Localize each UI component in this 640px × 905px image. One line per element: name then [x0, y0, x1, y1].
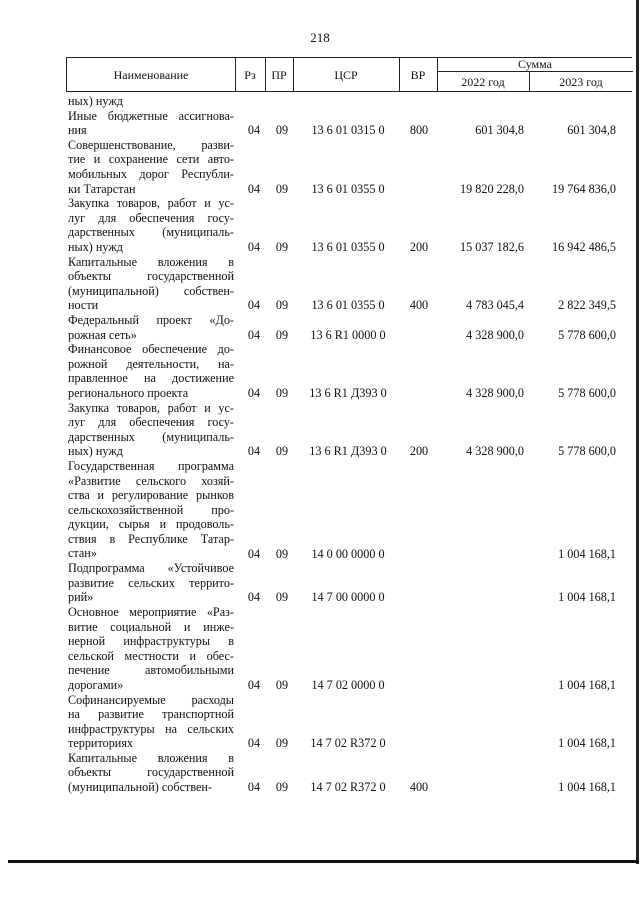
- row-pr: 09: [275, 736, 289, 751]
- row-sum-2023: 2 822 349,5: [558, 298, 616, 313]
- row-sum-2022: 19 820 228,0: [460, 181, 524, 196]
- row-name-line: луг для обеспечения госу-: [68, 210, 234, 225]
- table-row: [0, 196, 640, 254]
- table-row: [0, 138, 640, 196]
- row-csr: 14 7 00 0000 0: [311, 590, 385, 605]
- row-rz: 04: [247, 780, 261, 795]
- header-name: Наименование: [113, 68, 189, 82]
- row-name-line: ных) нужд: [68, 444, 123, 459]
- table-row: [0, 313, 640, 342]
- row-name-line: Софинансируемые расходы: [68, 692, 234, 707]
- row-rz: 04: [247, 385, 261, 400]
- row-name-line: Основное мероприятие «Раз-: [68, 604, 234, 619]
- row-name-line: Закупка товаров, работ и ус-: [68, 196, 234, 211]
- row-name-line: Иные бюджетные ассигнова-: [68, 108, 234, 123]
- row-sum-2023: 601 304,8: [567, 123, 616, 138]
- row-csr: 13 6 01 0315 0: [311, 123, 385, 138]
- row-sum-2023: 1 004 168,1: [558, 780, 616, 795]
- header-rz: Рз: [244, 68, 256, 82]
- row-name: [68, 342, 234, 400]
- row-sum-2023: 5 778 600,0: [558, 385, 616, 400]
- row-csr: 13 6 R1 Д393 0: [309, 385, 387, 400]
- table-row: [0, 94, 640, 109]
- table-row: [0, 459, 640, 561]
- row-name-line: ных) нужд: [68, 94, 123, 108]
- table-row: [0, 693, 640, 751]
- row-name-line: витие социальной и инже-: [68, 619, 234, 634]
- row-sum-2022: 4 783 045,4: [466, 298, 524, 313]
- row-name: [68, 138, 234, 196]
- row-name-line: развитие сельских террито-: [68, 575, 234, 590]
- row-name-line: мобильных дорог Республи-: [68, 166, 234, 181]
- row-name-line: на развитие транспортной: [68, 707, 234, 722]
- row-name-line: дарственных (муниципаль-: [68, 225, 234, 240]
- row-name-line: рожная сеть»: [68, 327, 137, 342]
- row-sum-2023: 16 942 486,5: [552, 239, 616, 254]
- row-name-line: ния: [68, 123, 87, 138]
- row-pr: 09: [275, 780, 289, 795]
- row-name-line: дорогами»: [68, 677, 124, 692]
- row-sum-2023: 19 764 836,0: [552, 181, 616, 196]
- row-name-line: территориях: [68, 736, 134, 751]
- row-rz: 04: [247, 736, 261, 751]
- row-sum-2023: 1 004 168,1: [558, 736, 616, 751]
- row-name-line: Финансовое обеспечение до-: [68, 342, 234, 357]
- row-name-line: Закупка товаров, работ и ус-: [68, 400, 234, 415]
- row-name: [68, 693, 234, 751]
- row-sum-2022: 4 328 900,0: [466, 327, 524, 342]
- row-name: [68, 109, 234, 138]
- row-name-line: рожной деятельности, на-: [68, 356, 234, 371]
- row-sum-2022: 4 328 900,0: [466, 385, 524, 400]
- row-name-line: объекты государственной: [68, 765, 234, 780]
- row-csr: 13 6 R1 0000 0: [310, 327, 386, 342]
- row-name-line: Совершенствование, разви-: [68, 137, 234, 152]
- table-row: [0, 109, 640, 138]
- row-sum-2022: 601 304,8: [475, 123, 524, 138]
- row-name: [68, 94, 234, 109]
- row-vr: 200: [409, 444, 429, 459]
- row-csr: 13 6 R1 Д393 0: [309, 444, 387, 459]
- row-name-line: правленное на достижение: [68, 371, 234, 386]
- row-csr: 14 7 02 R372 0: [310, 736, 386, 751]
- row-vr: 800: [409, 123, 429, 138]
- row-name-line: Капитальные вложения в: [68, 254, 234, 269]
- row-rz: 04: [247, 239, 261, 254]
- row-sum-2023: 1 004 168,1: [558, 546, 616, 561]
- row-csr: 13 6 01 0355 0: [311, 239, 385, 254]
- row-rz: 04: [247, 546, 261, 561]
- table-row: [0, 255, 640, 313]
- row-rz: 04: [247, 181, 261, 196]
- header-sum-divider: [437, 71, 633, 72]
- row-vr: 400: [409, 298, 429, 313]
- row-name-line: ных) нужд: [68, 239, 123, 254]
- row-pr: 09: [275, 590, 289, 605]
- row-rz: 04: [247, 123, 261, 138]
- row-name: [68, 459, 234, 561]
- row-name-line: ствия в Республике Татар-: [68, 531, 234, 546]
- row-sum-2022: 15 037 182,6: [460, 239, 524, 254]
- row-name: [68, 313, 234, 342]
- row-name-line: ки Татарстан: [68, 181, 136, 196]
- page-edge: [636, 0, 639, 864]
- row-name-line: рий»: [68, 590, 94, 605]
- row-pr: 09: [275, 239, 289, 254]
- row-name-line: Подпрограмма «Устойчивое: [68, 561, 234, 576]
- row-rz: 04: [247, 444, 261, 459]
- table-row: [0, 561, 640, 605]
- table-row: [0, 605, 640, 693]
- row-pr: 09: [275, 327, 289, 342]
- row-name-line: нерной инфраструктуры в: [68, 634, 234, 649]
- row-name: [68, 751, 234, 795]
- bottom-rule: [8, 860, 638, 863]
- row-name-line: сельскохозяйственной про-: [68, 502, 234, 517]
- row-name-line: стан»: [68, 546, 97, 561]
- row-vr: 200: [409, 239, 429, 254]
- row-name: [68, 561, 234, 605]
- row-rz: 04: [247, 298, 261, 313]
- row-csr: 14 7 02 R372 0: [310, 780, 386, 795]
- row-name-line: инфраструктуры на сельских: [68, 721, 234, 736]
- row-name-line: печение автомобильными: [68, 663, 234, 678]
- row-pr: 09: [275, 385, 289, 400]
- row-name-line: дарственных (муниципаль-: [68, 429, 234, 444]
- row-sum-2022: 4 328 900,0: [466, 444, 524, 459]
- row-pr: 09: [275, 677, 289, 692]
- row-sum-2023: 5 778 600,0: [558, 444, 616, 459]
- row-sum-2023: 1 004 168,1: [558, 590, 616, 605]
- row-name-line: Федеральный проект «До-: [68, 312, 234, 327]
- row-sum-2023: 1 004 168,1: [558, 677, 616, 692]
- row-csr: 13 6 01 0355 0: [311, 298, 385, 313]
- row-name: [68, 605, 234, 693]
- header-vr: ВР: [410, 68, 426, 82]
- row-name-line: сельской местности и обес-: [68, 648, 234, 663]
- row-pr: 09: [275, 181, 289, 196]
- row-name-line: объекты государственной: [68, 269, 234, 284]
- header-csr: ЦСР: [334, 68, 358, 82]
- row-csr: 14 0 00 0000 0: [311, 546, 385, 561]
- row-name-line: луг для обеспечения госу-: [68, 415, 234, 430]
- header-year-2022: 2022 год: [461, 75, 505, 89]
- row-pr: 09: [275, 546, 289, 561]
- row-vr: 400: [409, 780, 429, 795]
- table-row: [0, 751, 640, 795]
- row-name-line: регионального проекта: [68, 385, 189, 400]
- row-pr: 09: [275, 298, 289, 313]
- row-name-line: тие и сохранение сети авто-: [68, 152, 234, 167]
- row-csr: 13 6 01 0355 0: [311, 181, 385, 196]
- row-rz: 04: [247, 327, 261, 342]
- row-rz: 04: [247, 677, 261, 692]
- row-name-line: (муниципальной) собствен-: [68, 283, 234, 298]
- row-sum-2023: 5 778 600,0: [558, 327, 616, 342]
- header-year-2023: 2023 год: [559, 75, 603, 89]
- row-name-line: ности: [68, 298, 99, 313]
- row-pr: 09: [275, 444, 289, 459]
- row-name-line: Капитальные вложения в: [68, 750, 234, 765]
- row-pr: 09: [275, 123, 289, 138]
- row-name: [68, 401, 234, 459]
- row-name: [68, 196, 234, 254]
- table-header: [66, 57, 632, 92]
- row-name-line: ства и регулирование рынков: [68, 488, 234, 503]
- row-name: [68, 255, 234, 313]
- table-body: [0, 94, 640, 795]
- table-row: [0, 342, 640, 400]
- row-name-line: Государственная программа: [68, 458, 234, 473]
- row-rz: 04: [247, 590, 261, 605]
- header-pr: ПР: [271, 68, 287, 82]
- table-row: [0, 401, 640, 459]
- row-name-line: дукции, сырья и продоволь-: [68, 517, 234, 532]
- header-sum: Сумма: [518, 57, 552, 71]
- row-name-line: (муниципальной) собствен-: [68, 780, 212, 795]
- row-csr: 14 7 02 0000 0: [311, 677, 385, 692]
- row-name-line: «Развитие сельского хозяй-: [68, 473, 234, 488]
- page-number: 218: [310, 30, 330, 45]
